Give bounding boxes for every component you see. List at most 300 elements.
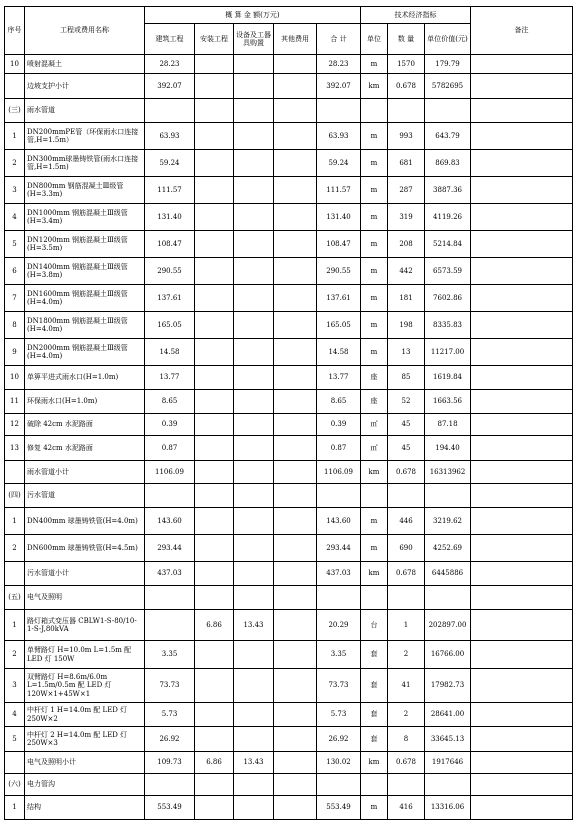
cell-no: 8 (5, 312, 25, 339)
cell-qty: 1570 (388, 55, 425, 74)
cell-install (195, 484, 234, 508)
cell-unit: m (361, 150, 388, 177)
cell-no: 5 (5, 727, 25, 752)
cell-other (274, 366, 317, 390)
table-row (5, 752, 573, 774)
cell-qty: 8 (388, 727, 425, 752)
cell-price: 643.79 (425, 123, 471, 150)
cell-unit: m (361, 285, 388, 312)
cell-build: 5.73 (145, 703, 195, 727)
cell-price: 16313962 (425, 461, 471, 484)
cell-build (145, 586, 195, 610)
cell-total: 5.73 (317, 703, 361, 727)
cell-remark (471, 562, 573, 586)
cell-unit (361, 586, 388, 610)
table-row (5, 231, 573, 258)
table-row (5, 436, 573, 461)
cell-build: 109.73 (145, 752, 195, 774)
cell-no: 10 (5, 55, 25, 74)
cell-build: 59.24 (145, 150, 195, 177)
cell-build: 143.60 (145, 508, 195, 535)
cell-other (274, 177, 317, 204)
cell-unit: 座 (361, 366, 388, 390)
cell-remark (471, 366, 573, 390)
cell-qty: 2 (388, 641, 425, 669)
cell-price: 8335.83 (425, 312, 471, 339)
cell-remark (471, 436, 573, 461)
cell-qty: 52 (388, 390, 425, 414)
table-row (5, 339, 573, 366)
cell-equip (234, 55, 274, 74)
cell-qty: 0.678 (388, 461, 425, 484)
cell-name: 单臂路灯 H=10.0m L=1.5m 配 LED 灯 150W (25, 641, 145, 669)
cell-no: 3 (5, 177, 25, 204)
cell-qty: 993 (388, 123, 425, 150)
cell-name: DN300mm球墨铸铁管(雨水口连接管,H=1.5m) (25, 150, 145, 177)
cell-equip (234, 177, 274, 204)
cell-remark (471, 339, 573, 366)
cell-remark (471, 414, 573, 436)
cell-build: 14.58 (145, 339, 195, 366)
cell-install (195, 436, 234, 461)
cell-other (274, 774, 317, 796)
cell-other (274, 484, 317, 508)
cell-price (425, 774, 471, 796)
cell-no: 7 (5, 285, 25, 312)
table-row (5, 610, 573, 641)
cell-equip (234, 484, 274, 508)
cell-total (317, 484, 361, 508)
cell-other (274, 727, 317, 752)
table-row (5, 285, 573, 312)
cell-no: 11 (5, 390, 25, 414)
cell-other (274, 669, 317, 703)
cell-unit: 套 (361, 703, 388, 727)
cell-name: DN2000mm 钢筋混凝土Ⅲ级管(H=4.0m) (25, 339, 145, 366)
cell-unit: m (361, 312, 388, 339)
cell-price: 1663.56 (425, 390, 471, 414)
cell-price (425, 99, 471, 123)
cell-total: 0.39 (317, 414, 361, 436)
cell-price: 5214.84 (425, 231, 471, 258)
cell-unit: km (361, 752, 388, 774)
cell-install (195, 258, 234, 285)
header-unit-price: 单位价值(元) (425, 24, 471, 55)
table-row (5, 123, 573, 150)
cell-price: 6573.59 (425, 258, 471, 285)
cell-no (5, 461, 25, 484)
cell-build: 553.49 (145, 796, 195, 820)
cell-unit: m (361, 177, 388, 204)
cell-name: 环保雨水口(H=1.0m) (25, 390, 145, 414)
cell-qty: 45 (388, 414, 425, 436)
cell-qty: 690 (388, 535, 425, 562)
cell-unit: ㎡ (361, 436, 388, 461)
table-row (5, 562, 573, 586)
table-row (5, 508, 573, 535)
cell-qty (388, 99, 425, 123)
cell-price: 194.40 (425, 436, 471, 461)
cell-total: 437.03 (317, 562, 361, 586)
cell-other (274, 150, 317, 177)
cell-install: 6.86 (195, 752, 234, 774)
cell-remark (471, 752, 573, 774)
cell-name: 双臂路灯 H=8.6m/6.0m L=1.5m/0.5m 配 LED 灯 120W×1+45W×1 (25, 669, 145, 703)
cell-build: 165.05 (145, 312, 195, 339)
cell-name: 电力管沟 (25, 774, 145, 796)
cell-build: 63.93 (145, 123, 195, 150)
cell-unit: m (361, 796, 388, 820)
cell-qty: 41 (388, 669, 425, 703)
cell-qty (388, 586, 425, 610)
cell-price: 179.79 (425, 55, 471, 74)
cell-no: 1 (5, 610, 25, 641)
header-total: 合 计 (317, 24, 361, 55)
cell-unit: ㎡ (361, 414, 388, 436)
cell-no: (六) (5, 774, 25, 796)
cell-build: 290.55 (145, 258, 195, 285)
cell-build (145, 484, 195, 508)
cell-no: 5 (5, 231, 25, 258)
table-row (5, 390, 573, 414)
cell-remark (471, 484, 573, 508)
cell-equip (234, 258, 274, 285)
table-row (5, 641, 573, 669)
cell-build: 437.03 (145, 562, 195, 586)
cell-price: 11217.00 (425, 339, 471, 366)
table-row (5, 258, 573, 285)
cell-name: DN1000mm 钢筋混凝土Ⅲ级管(H=3.4m) (25, 204, 145, 231)
cell-name: 中杆灯 2 H=14.0m 配 LED 灯 250W×3 (25, 727, 145, 752)
cell-install (195, 703, 234, 727)
cell-total: 165.05 (317, 312, 361, 339)
cell-equip (234, 74, 274, 99)
cell-name: DN1600mm 钢筋混凝土Ⅲ级管(H=4.0m) (25, 285, 145, 312)
cell-remark (471, 231, 573, 258)
cell-other (274, 99, 317, 123)
cell-build: 8.65 (145, 390, 195, 414)
cell-unit: km (361, 461, 388, 484)
cell-no: (四) (5, 484, 25, 508)
cell-name: 喷射混凝土 (25, 55, 145, 74)
cell-no: 2 (5, 535, 25, 562)
cell-equip (234, 414, 274, 436)
cell-unit: m (361, 339, 388, 366)
header-other: 其他费用 (274, 24, 317, 55)
cell-qty: 45 (388, 436, 425, 461)
cell-name: 雨水管道小计 (25, 461, 145, 484)
cell-no: 4 (5, 204, 25, 231)
cell-total (317, 586, 361, 610)
table-row (5, 204, 573, 231)
cell-total: 1106.09 (317, 461, 361, 484)
cell-unit: 套 (361, 727, 388, 752)
cell-name: DN1400mm 钢筋混凝土Ⅲ级管(H=3.8m) (25, 258, 145, 285)
cell-equip (234, 727, 274, 752)
cell-other (274, 641, 317, 669)
cell-price: 4119.26 (425, 204, 471, 231)
cell-qty: 181 (388, 285, 425, 312)
cell-total: 131.40 (317, 204, 361, 231)
cell-name: DN800mm 钢筋混凝土Ⅲ级管(H=3.3m) (25, 177, 145, 204)
cell-other (274, 390, 317, 414)
cell-equip (234, 150, 274, 177)
cell-remark (471, 150, 573, 177)
cell-build: 131.40 (145, 204, 195, 231)
cell-qty: 198 (388, 312, 425, 339)
cell-price (425, 484, 471, 508)
cell-name: DN1200mm 钢筋混凝土Ⅲ级管(H=3.5m) (25, 231, 145, 258)
cell-equip (234, 641, 274, 669)
cell-unit: 台 (361, 610, 388, 641)
cell-other (274, 312, 317, 339)
cell-other (274, 610, 317, 641)
cell-unit (361, 99, 388, 123)
cell-no: 3 (5, 669, 25, 703)
cell-remark (471, 74, 573, 99)
cell-remark (471, 641, 573, 669)
cell-build (145, 99, 195, 123)
cell-install (195, 339, 234, 366)
cell-build: 3.35 (145, 641, 195, 669)
header-qty: 数 量 (388, 24, 425, 55)
cell-other (274, 586, 317, 610)
cell-install (195, 641, 234, 669)
cell-equip (234, 312, 274, 339)
cell-equip (234, 669, 274, 703)
header-unit: 单位 (361, 24, 388, 55)
cell-name: DN400mm 球墨铸铁管(H=4.0m) (25, 508, 145, 535)
cell-price: 4252.69 (425, 535, 471, 562)
cell-total: 14.58 (317, 339, 361, 366)
cell-price: 7602.86 (425, 285, 471, 312)
cell-install (195, 312, 234, 339)
cell-name: DN200mmPE管（环保雨水口连接管,H=1.5m） (25, 123, 145, 150)
header-seq: 序号 (5, 7, 25, 55)
table-row (5, 366, 573, 390)
cell-no (5, 562, 25, 586)
header-name: 工程或费用名称 (25, 7, 145, 55)
cell-total: 290.55 (317, 258, 361, 285)
cell-unit: 套 (361, 641, 388, 669)
table-row (5, 774, 573, 796)
cell-qty (388, 484, 425, 508)
cell-build: 137.61 (145, 285, 195, 312)
cell-unit: m (361, 123, 388, 150)
cell-price: 17982.73 (425, 669, 471, 703)
cell-equip (234, 461, 274, 484)
cell-qty: 1 (388, 610, 425, 641)
cell-install (195, 150, 234, 177)
cell-unit: m (361, 231, 388, 258)
cell-total: 28.23 (317, 55, 361, 74)
cell-equip (234, 436, 274, 461)
cell-remark (471, 258, 573, 285)
cell-total: 59.24 (317, 150, 361, 177)
cell-install (195, 774, 234, 796)
cell-name: 边坡支护小计 (25, 74, 145, 99)
cell-name: DN1800mm 钢筋混凝土Ⅲ级管(H=4.0m) (25, 312, 145, 339)
cell-other (274, 752, 317, 774)
cell-unit: 座 (361, 390, 388, 414)
cell-equip (234, 508, 274, 535)
cell-qty: 0.678 (388, 562, 425, 586)
table-row (5, 535, 573, 562)
header-build: 建筑工程 (145, 24, 195, 55)
cell-name: 修复 42cm 水泥路面 (25, 436, 145, 461)
cell-qty: 442 (388, 258, 425, 285)
cell-unit: m (361, 258, 388, 285)
cell-equip (234, 231, 274, 258)
cell-price: 3219.62 (425, 508, 471, 535)
header-install: 安装工程 (195, 24, 234, 55)
cell-no: 6 (5, 258, 25, 285)
cell-build: 108.47 (145, 231, 195, 258)
cell-total (317, 99, 361, 123)
cell-equip (234, 535, 274, 562)
cell-price: 202897.00 (425, 610, 471, 641)
table-row (5, 461, 573, 484)
cell-equip (234, 339, 274, 366)
cell-price: 6445886 (425, 562, 471, 586)
cell-no: 4 (5, 703, 25, 727)
cell-build: 28.23 (145, 55, 195, 74)
cell-remark (471, 123, 573, 150)
cell-other (274, 258, 317, 285)
cell-total: 73.73 (317, 669, 361, 703)
cell-install (195, 285, 234, 312)
cell-qty: 416 (388, 796, 425, 820)
cell-equip (234, 390, 274, 414)
cell-equip (234, 285, 274, 312)
cell-no: 1 (5, 123, 25, 150)
cell-equip (234, 562, 274, 586)
cell-equip (234, 366, 274, 390)
cell-unit (361, 484, 388, 508)
cell-build: 1106.09 (145, 461, 195, 484)
cell-remark (471, 285, 573, 312)
cell-install (195, 414, 234, 436)
cell-remark (471, 508, 573, 535)
cell-qty: 0.678 (388, 752, 425, 774)
cell-remark (471, 774, 573, 796)
cell-other (274, 204, 317, 231)
cell-name: 破除 42cm 水泥路面 (25, 414, 145, 436)
cell-other (274, 74, 317, 99)
cell-price: 3887.36 (425, 177, 471, 204)
cell-install (195, 204, 234, 231)
cell-other (274, 508, 317, 535)
table-row (5, 703, 573, 727)
cell-build (145, 610, 195, 641)
cell-remark (471, 312, 573, 339)
cell-remark (471, 586, 573, 610)
cell-remark (471, 99, 573, 123)
cell-total (317, 774, 361, 796)
cell-remark (471, 535, 573, 562)
cell-name: 电气及照明小计 (25, 752, 145, 774)
cell-unit: km (361, 74, 388, 99)
cell-other (274, 414, 317, 436)
cell-name: DN600mm 球墨铸铁管(H=4.5m) (25, 535, 145, 562)
cell-install (195, 727, 234, 752)
cell-price: 1917646 (425, 752, 471, 774)
cell-unit (361, 774, 388, 796)
budget-table (4, 6, 573, 820)
cell-equip: 13.43 (234, 752, 274, 774)
cell-remark (471, 55, 573, 74)
cell-unit: m (361, 204, 388, 231)
cell-price: 13316.06 (425, 796, 471, 820)
cell-build (145, 774, 195, 796)
table-row (5, 74, 573, 99)
header-tech-group: 技术经济指标 (361, 7, 471, 24)
cell-name: 雨水管道 (25, 99, 145, 123)
table-row (5, 150, 573, 177)
cell-install (195, 508, 234, 535)
cell-price: 5782695 (425, 74, 471, 99)
cell-build: 0.87 (145, 436, 195, 461)
cell-name: 中杆灯 1 H=14.0m 配 LED 灯 250W×2 (25, 703, 145, 727)
cell-other (274, 461, 317, 484)
table-row (5, 312, 573, 339)
cell-price: 16766.00 (425, 641, 471, 669)
cell-equip (234, 774, 274, 796)
cell-install (195, 535, 234, 562)
cell-unit: m (361, 508, 388, 535)
cell-remark (471, 390, 573, 414)
cell-build: 392.07 (145, 74, 195, 99)
cell-install (195, 461, 234, 484)
cell-other (274, 535, 317, 562)
cell-price: 33645.13 (425, 727, 471, 752)
cell-build: 111.57 (145, 177, 195, 204)
cell-total: 143.60 (317, 508, 361, 535)
cell-remark (471, 703, 573, 727)
cell-qty: 681 (388, 150, 425, 177)
cell-build: 73.73 (145, 669, 195, 703)
cell-qty: 319 (388, 204, 425, 231)
cell-price: 28641.00 (425, 703, 471, 727)
cell-qty (388, 774, 425, 796)
cell-unit: km (361, 562, 388, 586)
cell-total: 553.49 (317, 796, 361, 820)
cell-install (195, 390, 234, 414)
cell-install (195, 366, 234, 390)
cell-other (274, 339, 317, 366)
cell-other (274, 123, 317, 150)
cell-qty: 287 (388, 177, 425, 204)
header-equip: 设备及工器具购置 (234, 24, 274, 55)
table-row (5, 55, 573, 74)
cell-total: 137.61 (317, 285, 361, 312)
cell-no: 10 (5, 366, 25, 390)
cell-install: 6.86 (195, 610, 234, 641)
table-body (5, 55, 573, 820)
cell-equip: 13.43 (234, 610, 274, 641)
cell-no: 2 (5, 641, 25, 669)
cell-total: 26.92 (317, 727, 361, 752)
cell-other (274, 55, 317, 74)
cell-name: 结构 (25, 796, 145, 820)
cell-total: 13.77 (317, 366, 361, 390)
cell-remark (471, 610, 573, 641)
cell-install (195, 123, 234, 150)
cell-unit: m (361, 535, 388, 562)
cell-other (274, 231, 317, 258)
cell-total: 130.02 (317, 752, 361, 774)
cell-total: 20.29 (317, 610, 361, 641)
